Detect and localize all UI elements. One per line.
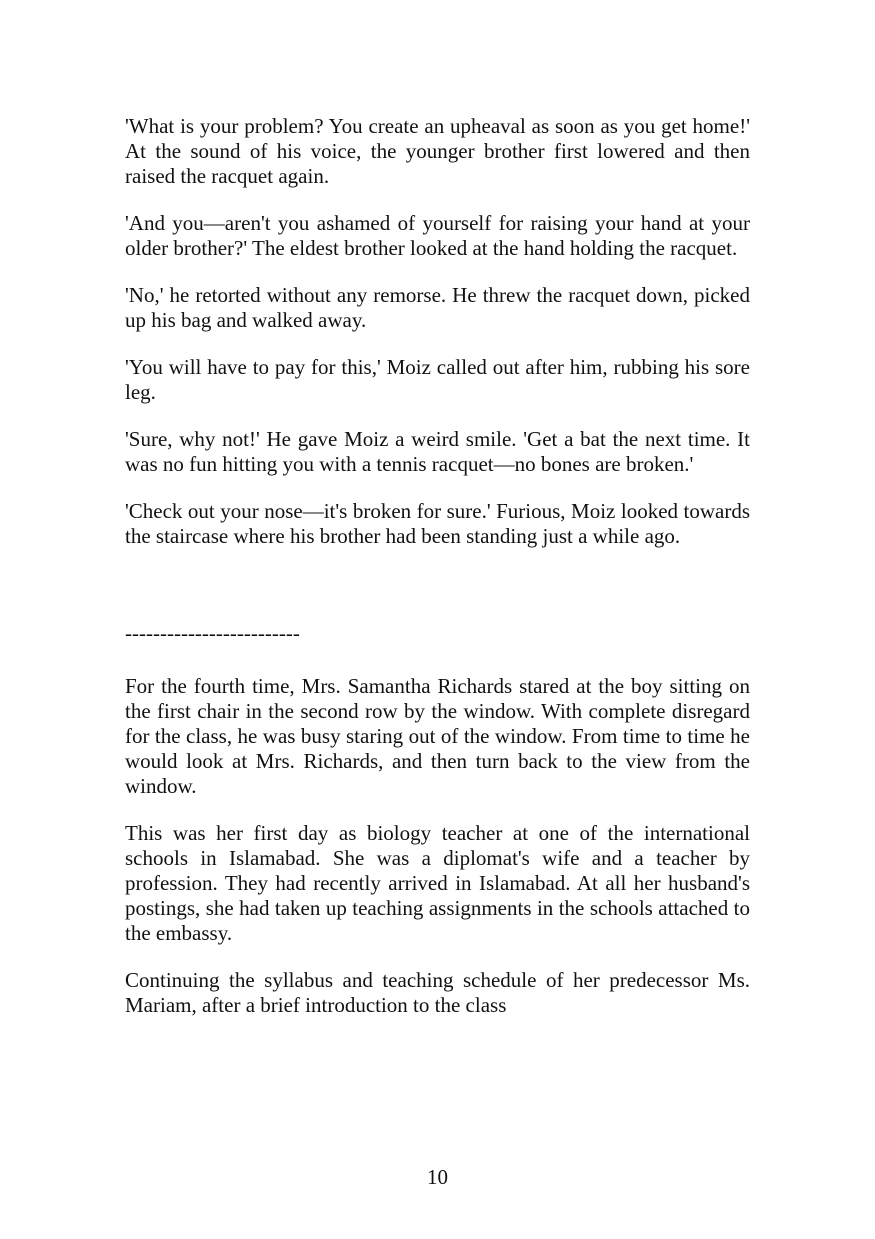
paragraph: 'No,' he retorted without any remorse. He threw the racquet down, picked up his bag and walked away. (125, 283, 750, 332)
paragraph: 'Sure, why not!' He gave Moiz a weird smile. 'Get a bat the next time. It was no fun hitting you with a tennis racquet—no bones are broken.' (125, 427, 750, 476)
body-text (125, 114, 750, 1040)
page-number: 10 (427, 1165, 448, 1189)
paragraph: For the fourth time, Mrs. Samantha Richards stared at the boy sitting on the first chair in the second row by the window. With complete disregard for the class, he was busy staring out of the window. From time to time he would look at Mrs. Richards, and then turn back to the view from the window. (125, 674, 750, 798)
paragraph: 'And you—aren't you ashamed of yourself for raising your hand at your older brother?' The eldest brother looked at the hand holding the racquet. (125, 211, 750, 260)
paragraph: 'You will have to pay for this,' Moiz called out after him, rubbing his sore leg. (125, 355, 750, 404)
section-separator: ------------------------- (125, 621, 300, 645)
paragraph: 'What is your problem? You create an upheaval as soon as you get home!' At the sound of his voice, the younger brother first lowered and then raised the racquet again. (125, 114, 750, 188)
paragraph: 'Check out your nose—it's broken for sure.' Furious, Moiz looked towards the staircase where his brother had been standing just a while ago. (125, 499, 750, 548)
paragraph: Continuing the syllabus and teaching schedule of her predecessor Ms. Mariam, after a brief introduction to the class (125, 968, 750, 1017)
paragraph: This was her first day as biology teacher at one of the international schools in Islamabad. She was a diplomat's wife and a teacher by profession. They had recently arrived in Islamabad. At all her husband's postings, she had taken up teaching assignments in the schools attached to the embassy. (125, 821, 750, 945)
